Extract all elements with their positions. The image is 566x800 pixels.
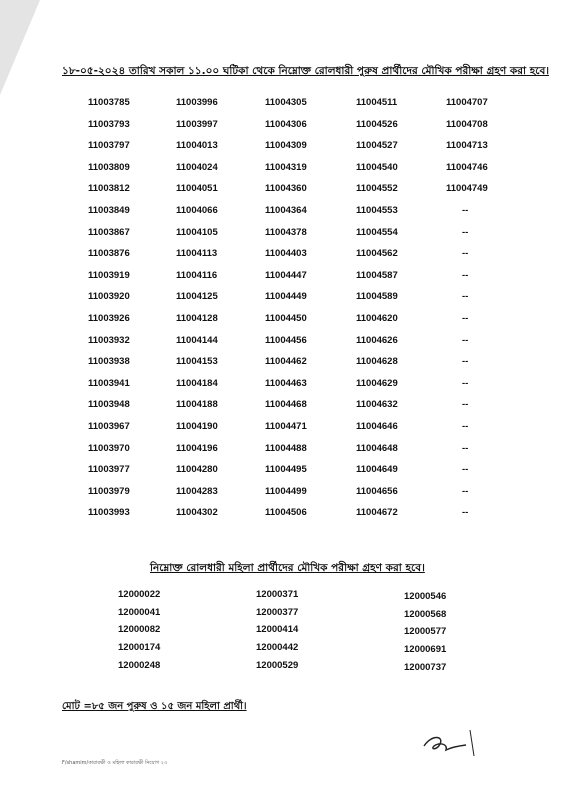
- male-roll-cell: 11003979: [88, 485, 130, 497]
- male-roll-cell: 11003809: [88, 161, 130, 173]
- male-roll-cell: --: [462, 377, 469, 389]
- male-roll-cell: 11004283: [176, 485, 218, 497]
- male-roll-cell: 11004468: [265, 399, 307, 411]
- male-roll-cell: 11004562: [356, 248, 398, 260]
- male-roll-cell: 11004378: [265, 226, 307, 238]
- female-roll-cell: 12000248: [118, 659, 161, 671]
- male-roll-cell: --: [462, 248, 469, 260]
- male-roll-cell: 11004746: [446, 161, 488, 173]
- male-roll-cell: 11004648: [356, 442, 398, 454]
- male-roll-cell: 11003993: [88, 507, 130, 519]
- female-section-heading: নিম্নোক্ত রোলধারী মহিলা প্রার্থীদের মৌখিক পরীক্ষা গ্রহণ করা হবে।: [150, 562, 425, 574]
- female-roll-cell: 12000529: [256, 659, 299, 671]
- male-roll-cell: 11004280: [176, 464, 218, 476]
- male-roll-cell: 11004184: [176, 377, 218, 389]
- male-roll-cell: 11003919: [88, 269, 130, 281]
- male-roll-cell: 11004495: [265, 464, 307, 476]
- male-roll-cell: 11004527: [356, 140, 398, 152]
- male-roll-cell: 11003926: [88, 313, 130, 324]
- male-roll-cell: --: [462, 334, 469, 346]
- female-roll-cell: 12000414: [256, 624, 299, 636]
- male-roll-cell: 11004462: [265, 356, 307, 368]
- female-roll-cell: 12000174: [118, 642, 161, 654]
- male-roll-cell: 11004463: [265, 377, 307, 389]
- male-roll-cell: 11004649: [356, 464, 398, 476]
- female-roll-cell: 12000546: [404, 591, 447, 602]
- signature-mark: [418, 726, 478, 760]
- male-roll-cell: 11004105: [176, 226, 218, 238]
- male-roll-cell: 11004360: [265, 183, 307, 195]
- scan-corner-shadow: [0, 0, 40, 95]
- female-roll-cell: 12000377: [256, 606, 299, 618]
- male-roll-cell: 11003997: [176, 118, 218, 130]
- male-roll-cell: 11004024: [176, 161, 218, 173]
- female-roll-cell: 12000371: [256, 589, 299, 600]
- male-roll-cell: --: [462, 442, 469, 454]
- male-roll-cell: --: [462, 356, 469, 368]
- male-roll-cell: 11004450: [265, 313, 307, 324]
- male-roll-cell: 11004499: [265, 485, 307, 497]
- male-roll-cell: 11004632: [356, 399, 398, 411]
- male-roll-cell: 11004144: [176, 334, 218, 346]
- male-roll-cell: 11003970: [88, 442, 130, 454]
- male-roll-cell: 11004587: [356, 269, 398, 281]
- male-roll-cell: --: [462, 226, 469, 238]
- male-roll-cell: --: [462, 485, 469, 497]
- male-roll-cell: 11004113: [176, 248, 218, 260]
- male-roll-cell: --: [462, 507, 469, 519]
- male-roll-cell: --: [462, 313, 469, 324]
- male-roll-cell: 11004309: [265, 140, 307, 152]
- male-roll-cell: 11004364: [265, 205, 307, 216]
- male-roll-cell: 11004066: [176, 205, 218, 216]
- male-roll-cell: 11004188: [176, 399, 218, 411]
- male-roll-cell: 11004153: [176, 356, 218, 368]
- male-roll-cell: 11004511: [356, 97, 398, 108]
- male-roll-cell: 11003920: [88, 291, 130, 303]
- male-roll-cell: 11004128: [176, 313, 218, 324]
- female-roll-cell: 12000691: [404, 644, 447, 656]
- female-roll-cell: 12000737: [404, 661, 447, 673]
- male-section-heading: ১৮-০৫-২০২৪ তারিখ সকাল ১১.০০ ঘটিকা থেকে নিম্নোক্ত রোলধারী পুরুষ প্রার্থীদের মৌখিক পরীক্ষা গ্রহণ করা হবে।: [62, 65, 550, 77]
- male-roll-cell: 11004456: [265, 334, 307, 346]
- female-roll-cell: 12000568: [404, 608, 447, 620]
- female-roll-cell: 12000082: [118, 624, 161, 636]
- male-roll-cell: 11004620: [356, 313, 398, 324]
- male-roll-cell: 11004403: [265, 248, 307, 260]
- male-roll-cell: 11003867: [88, 226, 130, 238]
- male-roll-cell: 11004707: [446, 97, 488, 108]
- male-roll-cell: 11004305: [265, 97, 307, 108]
- male-roll-cell: 11004553: [356, 205, 398, 216]
- male-roll-cell: 11003793: [88, 118, 130, 130]
- male-roll-cell: 11004628: [356, 356, 398, 368]
- footer-file-path: F/shamim/কারারক্ষী ও মহিলা কারারক্ষী নিয়োগ ২৩: [62, 760, 168, 766]
- male-roll-cell: 11003977: [88, 464, 130, 476]
- male-roll-cell: 11004540: [356, 161, 398, 173]
- male-roll-cell: 11004302: [176, 507, 218, 519]
- male-roll-cell: 11004554: [356, 226, 398, 238]
- male-roll-cell: 11003932: [88, 334, 130, 346]
- male-roll-cell: 11003849: [88, 205, 130, 216]
- male-roll-cell: --: [462, 464, 469, 476]
- male-roll-cell: 11004749: [446, 183, 488, 195]
- male-roll-cell: 11003996: [176, 97, 218, 108]
- male-roll-cell: 11004051: [176, 183, 218, 195]
- male-roll-cell: 11004646: [356, 421, 398, 432]
- male-roll-cell: --: [462, 205, 469, 216]
- male-roll-cell: 11004196: [176, 442, 218, 454]
- male-roll-cell: 11004447: [265, 269, 307, 281]
- male-roll-cell: 11004552: [356, 183, 398, 195]
- male-roll-cell: 11003785: [88, 97, 130, 108]
- male-roll-cell: 11004656: [356, 485, 398, 497]
- male-roll-cell: 11004526: [356, 118, 398, 130]
- male-roll-cell: 11004488: [265, 442, 307, 454]
- male-roll-cell: 11004708: [446, 118, 488, 130]
- female-roll-cell: 12000577: [404, 626, 447, 638]
- male-roll-cell: 11003941: [88, 377, 130, 389]
- male-roll-cell: 11003876: [88, 248, 130, 260]
- female-roll-cell: 12000041: [118, 606, 161, 618]
- male-roll-cell: 11003938: [88, 356, 130, 368]
- male-roll-cell: 11003967: [88, 421, 130, 432]
- male-roll-cell: --: [462, 291, 469, 303]
- male-roll-cell: 11004449: [265, 291, 307, 303]
- female-roll-cell: 12000442: [256, 642, 299, 654]
- male-roll-cell: 11004471: [265, 421, 307, 432]
- male-roll-cell: 11004306: [265, 118, 307, 130]
- male-roll-cell: 11004013: [176, 140, 218, 152]
- male-roll-cell: 11004629: [356, 377, 398, 389]
- male-roll-cell: 11004626: [356, 334, 398, 346]
- male-roll-cell: 11004125: [176, 291, 218, 303]
- male-roll-cell: --: [462, 399, 469, 411]
- male-roll-cell: --: [462, 421, 469, 432]
- male-roll-cell: 11003797: [88, 140, 130, 152]
- male-roll-cell: 11003948: [88, 399, 130, 411]
- male-roll-cell: --: [462, 269, 469, 281]
- male-roll-cell: 11004319: [265, 161, 307, 173]
- male-roll-cell: 11004713: [446, 140, 488, 152]
- male-roll-cell: 11003812: [88, 183, 130, 195]
- male-roll-cell: 11004506: [265, 507, 307, 519]
- male-roll-cell: 11004190: [176, 421, 218, 432]
- male-roll-cell: 11004672: [356, 507, 398, 519]
- male-roll-cell: 11004589: [356, 291, 398, 303]
- total-summary: মোট =৮৫ জন পুরুষ ও ১৫ জন মহিলা প্রার্থী।: [62, 701, 247, 712]
- male-roll-cell: 11004116: [176, 269, 218, 281]
- female-roll-cell: 12000022: [118, 589, 161, 600]
